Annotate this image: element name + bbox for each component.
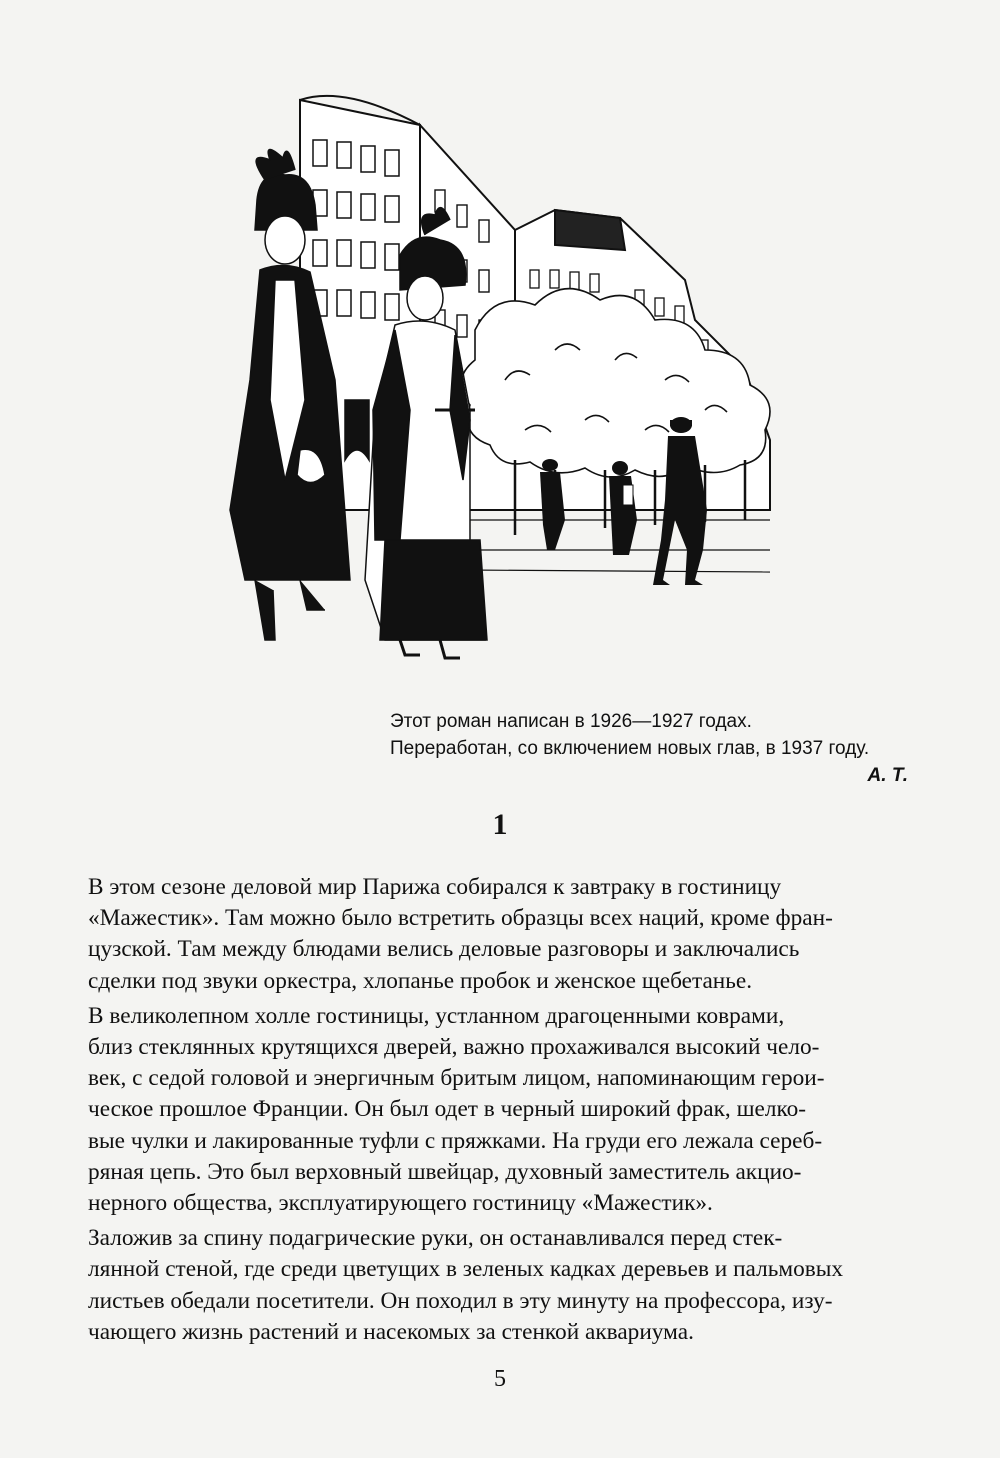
text-line: цузской. Там между блюдами велись деловые разговоры и заключались: [88, 936, 800, 963]
text-line: «Мажестик». Там можно было встретить образцы всех наций, кроме фран-: [88, 905, 833, 932]
text-line: сделки под звуки оркестра, хлопанье пробок и женское щебетанье.: [88, 967, 753, 994]
paragraph-2: [88, 1001, 910, 1219]
text-line: Заложив за спину подагрические руки, он останавливался перед стек-: [88, 1225, 783, 1252]
text-line: близ стеклянных крутящихся дверей, важно прохаживался высокий чело-: [88, 1034, 820, 1061]
epigraph: [390, 708, 910, 789]
text-line: чающего жизнь растений и насекомых за стенкой аквариума.: [88, 1318, 694, 1345]
body-text: [88, 872, 910, 1352]
text-line: вые чулки и лакированные туфли с пряжками. На груди его лежала сереб-: [88, 1127, 823, 1154]
chapter-number: 1: [492, 808, 508, 841]
text-line: век, с седой головой и энергичным бритым лицом, напоминающим герои-: [88, 1065, 825, 1092]
text-line: ряная цепь. Это был верховный швейцар, духовный заместитель акцио-: [88, 1158, 802, 1185]
street-scene-illustration: [225, 80, 790, 660]
epigraph-author: А. Т.: [867, 765, 908, 786]
text-line: ческое прошлое Франции. Он был одет в черный широкий фрак, шелко-: [88, 1096, 807, 1123]
text-line: В этом сезоне деловой мир Парижа собирался к завтраку в гостиницу: [88, 874, 782, 900]
text-line: лянной стеной, где среди цветущих в зеленых кадках деревьев и пальмовых: [88, 1256, 844, 1283]
text-line: В великолепном холле гостиницы, устланном драгоценными коврами,: [88, 1002, 785, 1029]
epigraph-line-2: Переработан, со включением новых глав, в 1937 году.: [390, 738, 870, 759]
text-line: нерного общества, эксплуатирующего гостиницу «Мажестик».: [88, 1190, 713, 1217]
text-line: листьев обедали посетители. Он походил в эту минуту на профессора, изу-: [88, 1287, 833, 1314]
epigraph-line-1: Этот роман написан в 1926—1927 годах.: [390, 711, 752, 732]
paragraph-1: [88, 872, 910, 997]
page-number: 5: [494, 1366, 506, 1392]
paragraph-3: [88, 1223, 910, 1348]
